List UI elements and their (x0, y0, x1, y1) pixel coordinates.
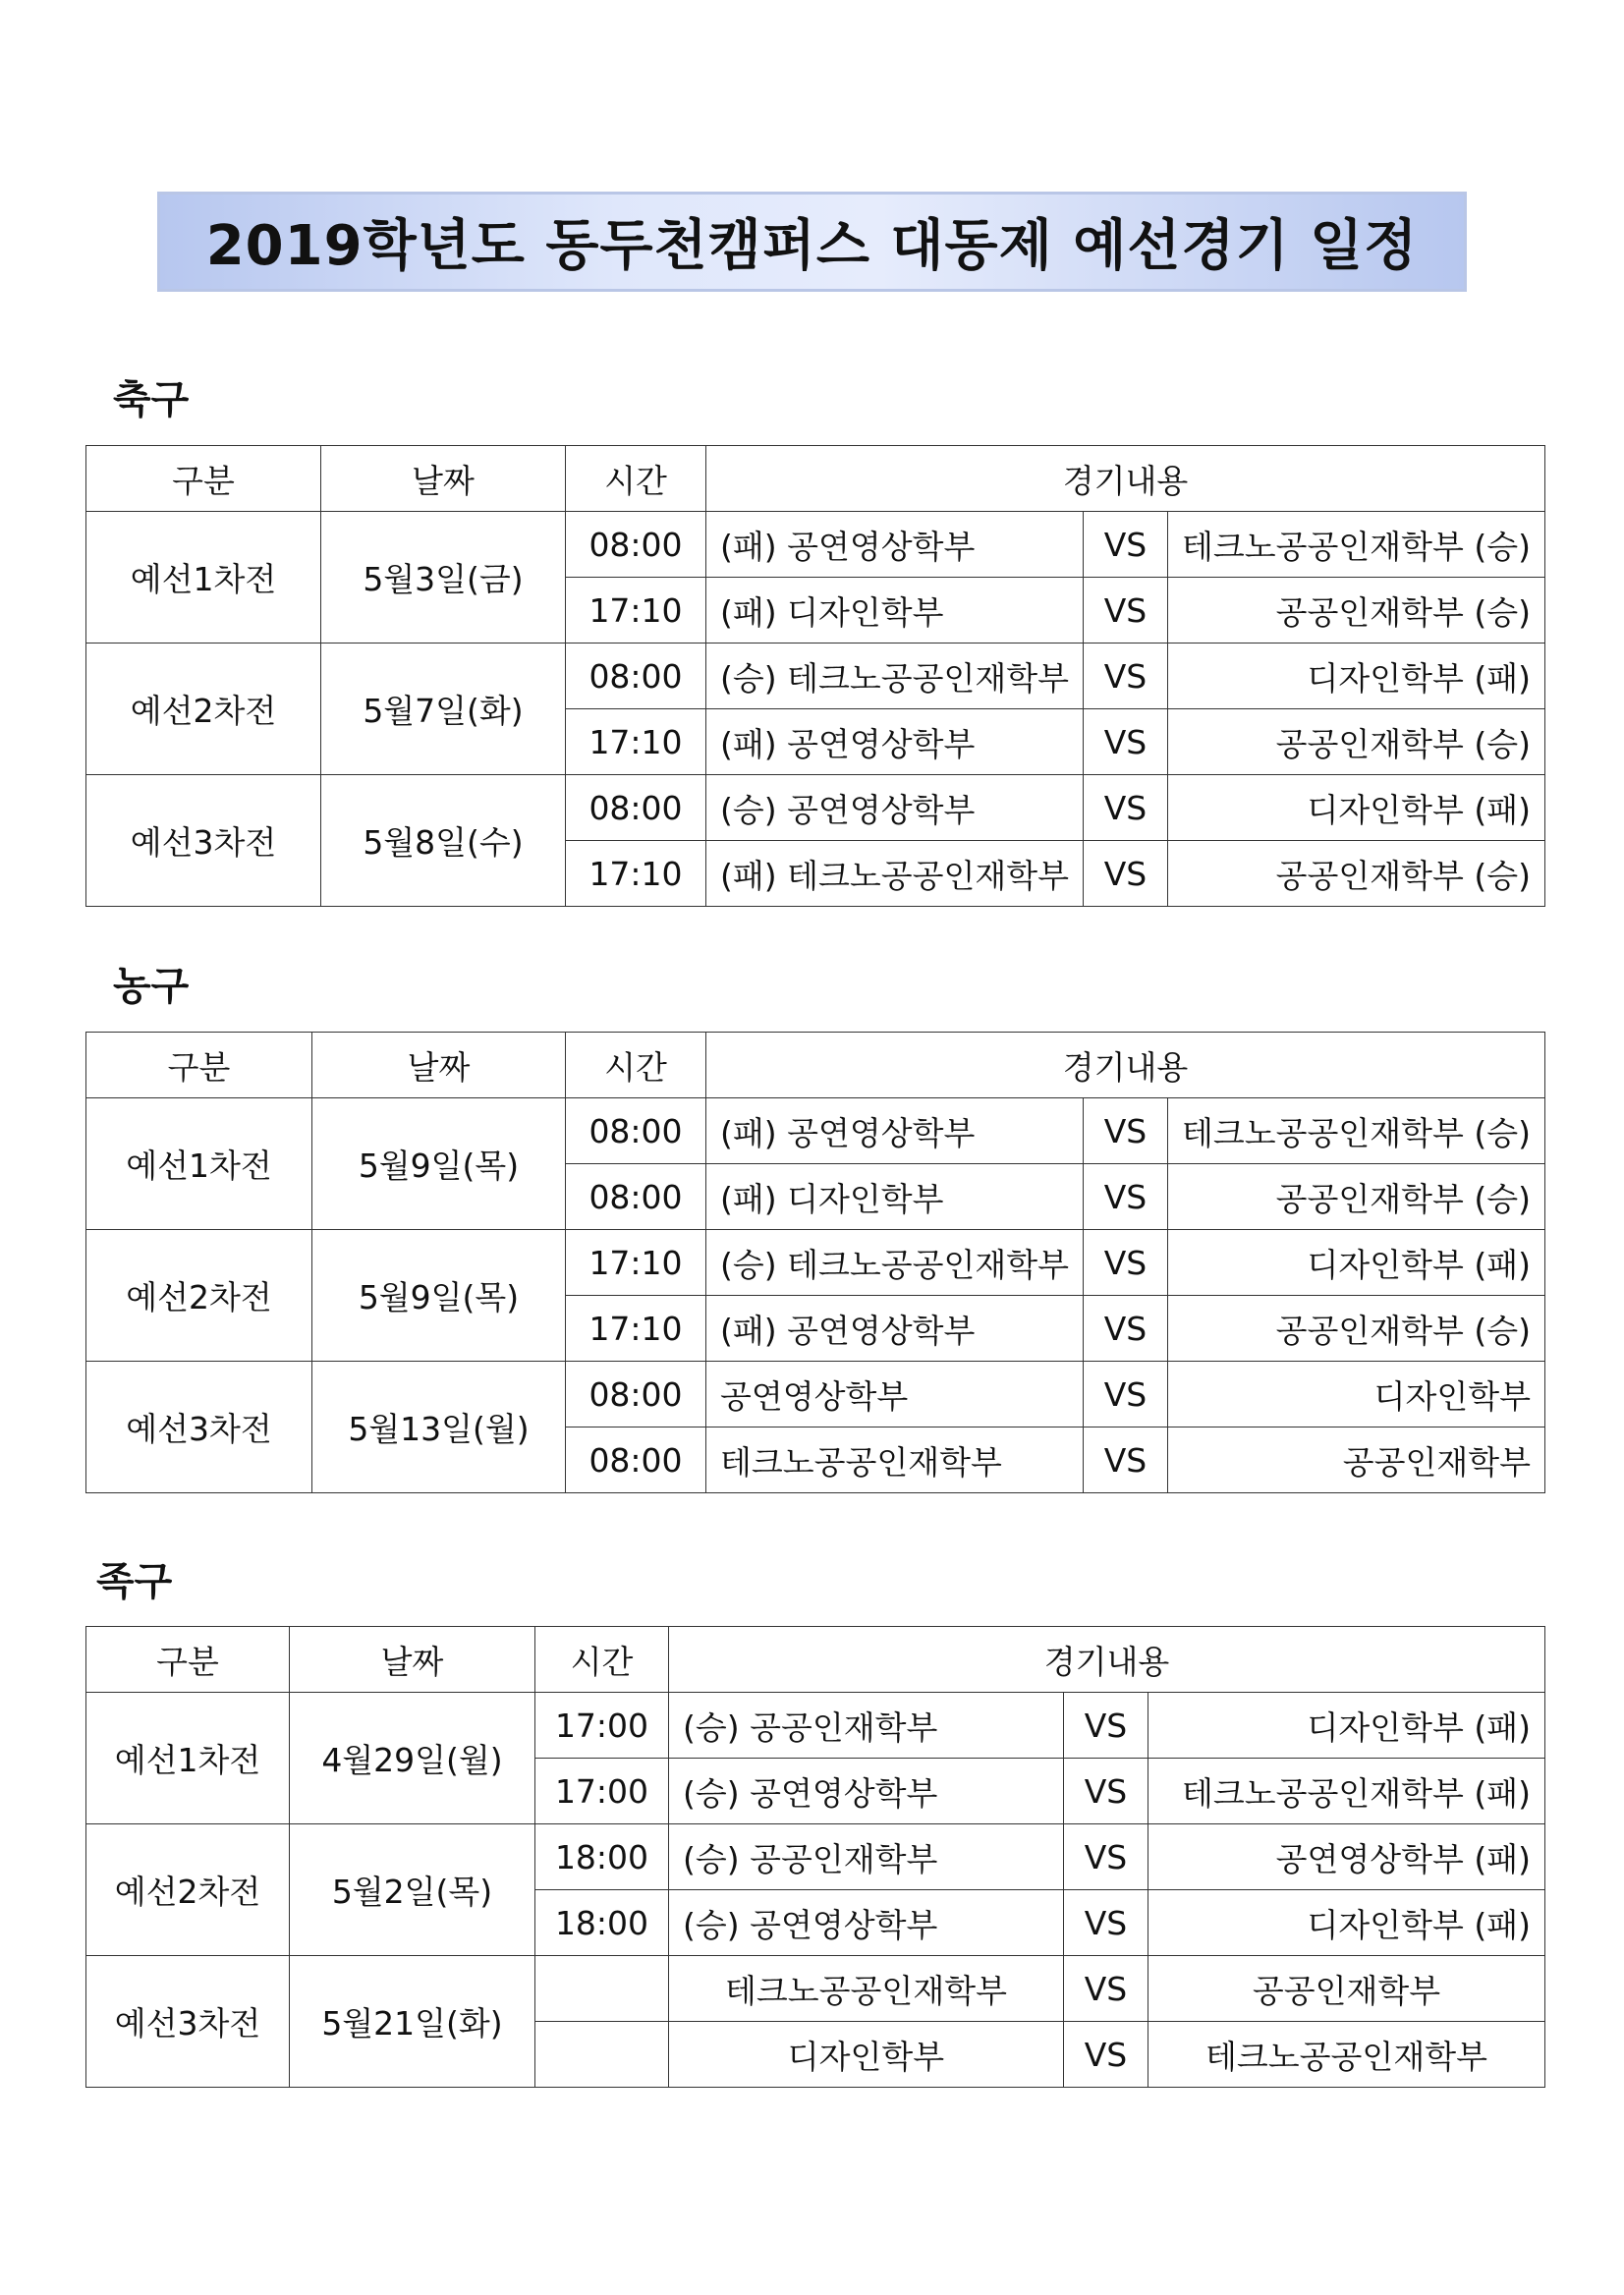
table-row (86, 1956, 1545, 2022)
header-date: 날짜 (321, 446, 566, 512)
header-time: 시간 (535, 1627, 669, 1693)
team-a-cell: 공연영상학부 (706, 1362, 1084, 1427)
vs-cell: VS (1084, 1427, 1168, 1493)
header-match: 경기내용 (669, 1627, 1545, 1693)
table-header-row (86, 446, 1545, 512)
team-a-cell: (승) 공공인재학부 (669, 1693, 1064, 1759)
time-cell: 18:00 (535, 1890, 669, 1956)
team-b-cell: 테크노공공인재학부 (승) (1168, 512, 1545, 578)
time-cell: 08:00 (566, 775, 706, 841)
round-cell: 예선3차전 (86, 1956, 290, 2088)
team-a-cell: (승) 공공인재학부 (669, 1824, 1064, 1890)
date-cell: 5월9일(목) (312, 1230, 566, 1362)
soccer-section-title: 축구 (113, 377, 190, 422)
team-b-cell: 디자인학부 (패) (1168, 775, 1545, 841)
time-cell: 17:10 (566, 709, 706, 775)
team-b-cell: 디자인학부 (1168, 1362, 1545, 1427)
vs-cell: VS (1064, 1759, 1148, 1824)
table-row (86, 1693, 1545, 1759)
team-a-cell: 테크노공공인재학부 (669, 1956, 1064, 2022)
date-cell: 5월2일(목) (290, 1824, 535, 1956)
vs-cell: VS (1064, 1824, 1148, 1890)
team-b-cell: 테크노공공인재학부 (1148, 2022, 1545, 2088)
vs-cell: VS (1084, 512, 1168, 578)
header-category: 구분 (86, 1033, 312, 1098)
time-cell: 18:00 (535, 1824, 669, 1890)
vs-cell: VS (1084, 841, 1168, 907)
team-b-cell: 공공인재학부 (승) (1168, 709, 1545, 775)
team-a-cell: (승) 공연영상학부 (669, 1759, 1064, 1824)
soccer-schedule-table (85, 445, 1545, 907)
table-row (86, 1362, 1545, 1427)
date-cell: 5월9일(목) (312, 1098, 566, 1230)
vs-cell: VS (1084, 1296, 1168, 1362)
team-a-cell: (패) 테크노공공인재학부 (706, 841, 1084, 907)
vs-cell: VS (1064, 1956, 1148, 2022)
round-cell: 예선2차전 (86, 1824, 290, 1956)
vs-cell: VS (1084, 1098, 1168, 1164)
time-cell: 08:00 (566, 1427, 706, 1493)
round-cell: 예선2차전 (86, 1230, 312, 1362)
table-row (86, 644, 1545, 709)
round-cell: 예선3차전 (86, 775, 321, 907)
time-cell (535, 1956, 669, 2022)
vs-cell: VS (1084, 1230, 1168, 1296)
team-b-cell: 공공인재학부 (승) (1168, 1164, 1545, 1230)
round-cell: 예선1차전 (86, 1098, 312, 1230)
team-b-cell: 공공인재학부 (승) (1168, 841, 1545, 907)
time-cell: 17:10 (566, 578, 706, 644)
jokgu-section-title: 족구 (96, 1559, 173, 1604)
team-a-cell: (패) 디자인학부 (706, 578, 1084, 644)
team-b-cell: 공공인재학부 (1168, 1427, 1545, 1493)
header-category: 구분 (86, 1627, 290, 1693)
team-b-cell: 디자인학부 (패) (1168, 1230, 1545, 1296)
vs-cell: VS (1084, 578, 1168, 644)
time-cell: 17:00 (535, 1693, 669, 1759)
header-match: 경기내용 (706, 1033, 1545, 1098)
team-a-cell: (승) 공연영상학부 (669, 1890, 1064, 1956)
team-a-cell: (패) 공연영상학부 (706, 709, 1084, 775)
table-header-row (86, 1033, 1545, 1098)
header-date: 날짜 (290, 1627, 535, 1693)
team-a-cell: (승) 공연영상학부 (706, 775, 1084, 841)
team-b-cell: 공연영상학부 (패) (1148, 1824, 1545, 1890)
time-cell (535, 2022, 669, 2088)
date-cell: 5월21일(화) (290, 1956, 535, 2088)
team-a-cell: (패) 공연영상학부 (706, 1098, 1084, 1164)
vs-cell: VS (1064, 2022, 1148, 2088)
vs-cell: VS (1064, 1693, 1148, 1759)
table-header-row (86, 1627, 1545, 1693)
page-title-banner (157, 192, 1467, 292)
header-time: 시간 (566, 1033, 706, 1098)
vs-cell: VS (1084, 775, 1168, 841)
team-a-cell: (승) 테크노공공인재학부 (706, 644, 1084, 709)
page-title: 2019학년도 동두천캠퍼스 대동제 예선경기 일정 (205, 214, 1419, 278)
team-b-cell: 공공인재학부 (승) (1168, 578, 1545, 644)
date-cell: 4월29일(월) (290, 1693, 535, 1824)
vs-cell: VS (1064, 1890, 1148, 1956)
table-row (86, 1824, 1545, 1890)
team-b-cell: 테크노공공인재학부 (승) (1168, 1098, 1545, 1164)
vs-cell: VS (1084, 1362, 1168, 1427)
round-cell: 예선1차전 (86, 512, 321, 644)
date-cell: 5월8일(수) (321, 775, 566, 907)
time-cell: 17:10 (566, 1230, 706, 1296)
header-category: 구분 (86, 446, 321, 512)
team-b-cell: 테크노공공인재학부 (패) (1148, 1759, 1545, 1824)
time-cell: 17:10 (566, 841, 706, 907)
time-cell: 17:10 (566, 1296, 706, 1362)
team-a-cell: 테크노공공인재학부 (706, 1427, 1084, 1493)
team-b-cell: 디자인학부 (패) (1148, 1693, 1545, 1759)
team-b-cell: 디자인학부 (패) (1168, 644, 1545, 709)
time-cell: 08:00 (566, 1098, 706, 1164)
table-row (86, 1230, 1545, 1296)
team-b-cell: 디자인학부 (패) (1148, 1890, 1545, 1956)
team-b-cell: 공공인재학부 (승) (1168, 1296, 1545, 1362)
time-cell: 17:00 (535, 1759, 669, 1824)
table-row (86, 1098, 1545, 1164)
vs-cell: VS (1084, 644, 1168, 709)
team-a-cell: (패) 공연영상학부 (706, 512, 1084, 578)
header-date: 날짜 (312, 1033, 566, 1098)
jokgu-schedule-table (85, 1626, 1545, 2088)
round-cell: 예선2차전 (86, 644, 321, 775)
basketball-schedule-table (85, 1032, 1545, 1493)
round-cell: 예선3차전 (86, 1362, 312, 1493)
header-match: 경기내용 (706, 446, 1545, 512)
time-cell: 08:00 (566, 1164, 706, 1230)
time-cell: 08:00 (566, 1362, 706, 1427)
team-a-cell: (패) 디자인학부 (706, 1164, 1084, 1230)
date-cell: 5월3일(금) (321, 512, 566, 644)
team-a-cell: (패) 공연영상학부 (706, 1296, 1084, 1362)
table-row (86, 775, 1545, 841)
vs-cell: VS (1084, 709, 1168, 775)
team-a-cell: (승) 테크노공공인재학부 (706, 1230, 1084, 1296)
round-cell: 예선1차전 (86, 1693, 290, 1824)
basketball-section-title: 농구 (113, 964, 190, 1009)
team-b-cell: 공공인재학부 (1148, 1956, 1545, 2022)
table-row (86, 512, 1545, 578)
vs-cell: VS (1084, 1164, 1168, 1230)
time-cell: 08:00 (566, 644, 706, 709)
team-a-cell: 디자인학부 (669, 2022, 1064, 2088)
time-cell: 08:00 (566, 512, 706, 578)
date-cell: 5월7일(화) (321, 644, 566, 775)
date-cell: 5월13일(월) (312, 1362, 566, 1493)
header-time: 시간 (566, 446, 706, 512)
